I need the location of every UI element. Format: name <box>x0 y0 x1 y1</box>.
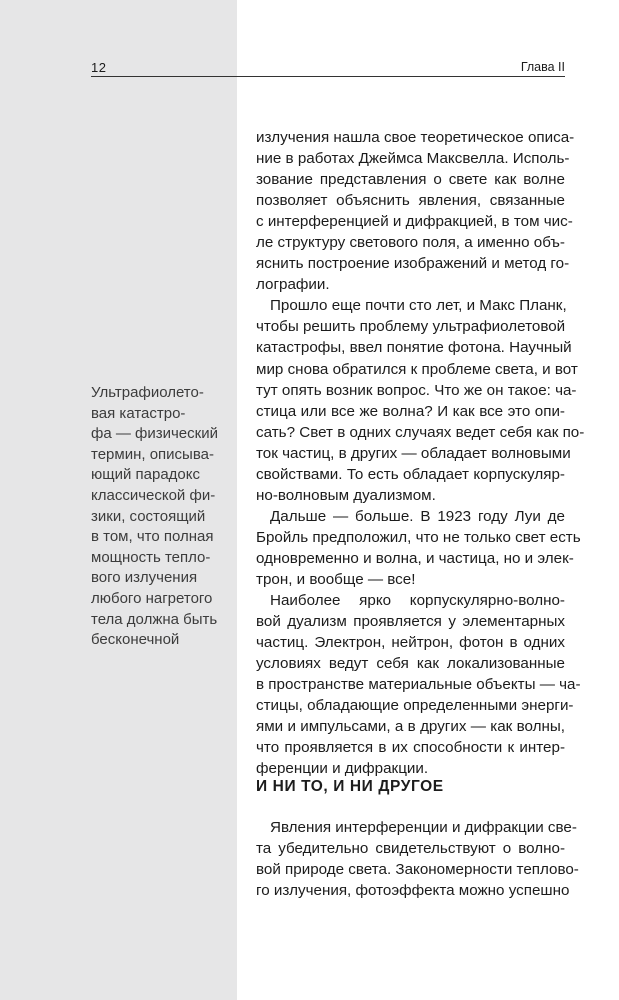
text-line: в пространстве материальные объекты — ча- <box>256 676 581 694</box>
text-line: вой дуализм проявляется у элементарных <box>256 613 565 631</box>
text-line: го излучения, фотоэффекта можно успешно <box>256 882 570 900</box>
chapter-label: Глава II <box>520 60 565 74</box>
text-line: Прошло еще почти сто лет, и Макс Планк, <box>270 297 567 315</box>
margin-note-line: вого излучения <box>91 569 198 587</box>
text-line: Наиболее ярко корпускулярно-волно- <box>270 592 565 610</box>
page-number: 12 <box>91 60 107 75</box>
text-line: излучения нашла свое теоретическое описа- <box>256 129 575 146</box>
text-line: трон, и вообще — все! <box>256 570 416 588</box>
text-line: что проявляется в их способности к интер- <box>256 739 565 757</box>
margin-note-line: вая катастро- <box>91 404 186 422</box>
margin-note-line: ющий парадокс <box>91 466 200 484</box>
text-line: катастрофы, ввел понятие фотона. Научный <box>256 339 572 357</box>
margin-note-line: в том, что полная <box>91 528 214 546</box>
section-body-text <box>256 817 579 901</box>
text-line: ференции и дифракции. <box>256 760 429 778</box>
text-line: Бройль предположил, что не только свет есть <box>256 528 581 546</box>
text-line: одновременно и волна, и частица, но и элек- <box>256 549 574 567</box>
paragraph <box>256 295 585 505</box>
text-line: ние в работах Джеймса Максвелла. Исполь- <box>256 150 570 168</box>
text-line: яснить построение изображений и метод го- <box>256 255 570 273</box>
text-line: ле структуру светового поля, а именно объ- <box>256 234 565 252</box>
paragraph <box>256 590 581 779</box>
margin-note-line: термин, описыва- <box>91 445 214 463</box>
text-line: свойствами. То есть обладает корпускуляр- <box>256 465 565 483</box>
text-line: Явления интерференции и дифракции све- <box>270 819 577 836</box>
text-line: лографии. <box>256 276 330 294</box>
text-line: частиц. Электрон, нейтрон, фотон в одних <box>256 634 565 652</box>
text-line: сать? Свет в одних случаях ведет себя как по- <box>256 423 585 441</box>
text-line: стица или все же волна? И как все это опи- <box>256 402 565 420</box>
margin-note-line: Ультрафиолето- <box>91 384 204 401</box>
text-line: но-волновым дуализмом. <box>256 486 436 504</box>
margin-note-line: зики, состоящий <box>91 507 206 525</box>
text-line: ток частиц, в других — обладает волновыми <box>256 444 571 462</box>
text-line: та убедительно свидетельствуют о волно- <box>256 840 565 858</box>
paragraph <box>256 127 575 295</box>
header-rule <box>91 76 565 77</box>
text-line: зование представления о свете как волне <box>256 171 565 189</box>
text-line: Дальше — больше. В 1923 году Луи де <box>270 507 565 525</box>
text-line: с интерференцией и дифракцией, в том чис- <box>256 213 573 231</box>
margin-note-line: тела должна быть <box>91 610 218 628</box>
margin-note-line: фа — физический <box>91 425 218 443</box>
text-line: стицы, обладающие определенными энерги- <box>256 697 574 715</box>
margin-note-line: классической фи- <box>91 486 216 504</box>
margin-note-line: мощность тепло- <box>91 548 211 566</box>
text-line: условиях ведут себя как локализованные <box>256 655 565 673</box>
text-line: ями и импульсами, а в других — как волны, <box>256 718 565 736</box>
text-line: чтобы решить проблему ультрафиолетовой <box>256 318 566 336</box>
section-heading: И НИ ТО, И НИ ДРУГОЕ <box>256 778 444 795</box>
margin-note <box>91 383 227 651</box>
body-text <box>256 127 585 779</box>
margin-note-line: бесконечной <box>91 631 180 649</box>
text-line: позволяет объяснить явления, связанные <box>256 192 565 210</box>
text-line: тут опять возник вопрос. Что же он такое: ча- <box>256 381 577 399</box>
text-line: вой природе света. Закономерности теплово- <box>256 861 579 879</box>
paragraph <box>256 506 581 590</box>
margin-note-line: любого нагретого <box>91 589 213 607</box>
running-header <box>91 60 565 78</box>
text-line: мир снова обратился к проблеме света, и вот <box>256 360 578 378</box>
